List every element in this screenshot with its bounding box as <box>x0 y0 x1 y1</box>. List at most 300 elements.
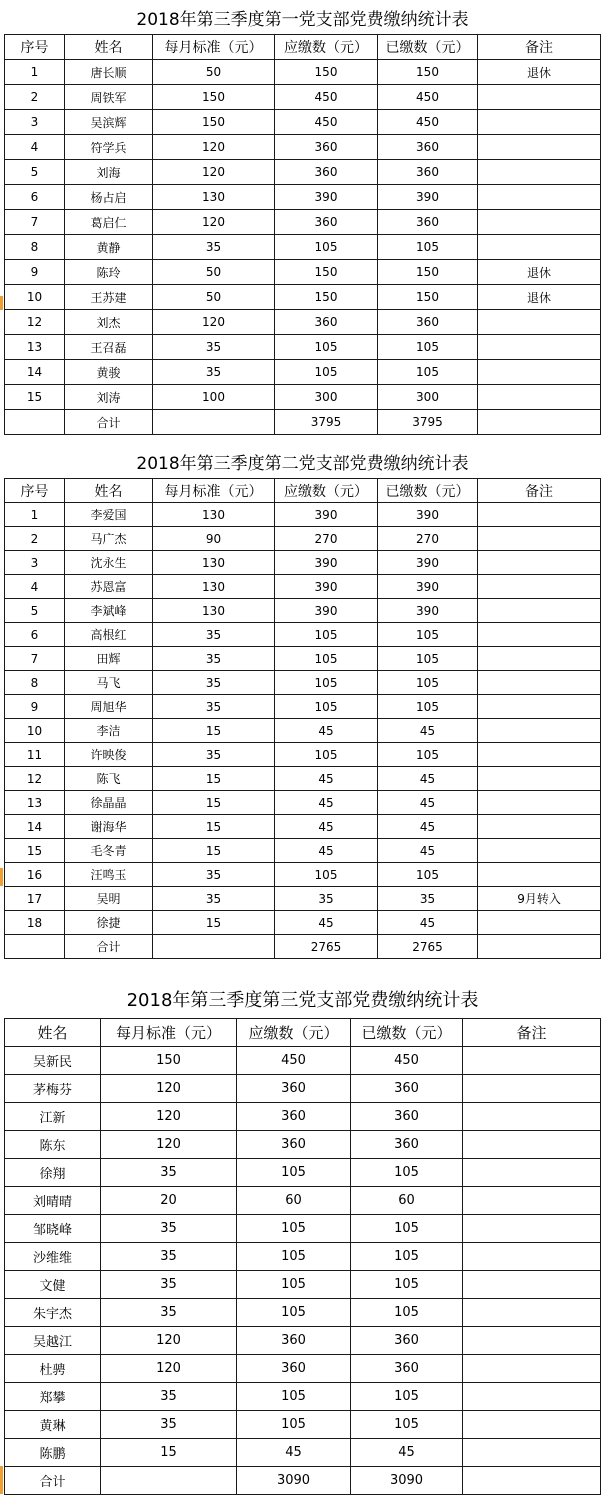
table-cell[interactable]: 1 <box>5 503 65 527</box>
table-cell[interactable]: 105 <box>378 695 478 719</box>
table-cell[interactable] <box>478 185 601 210</box>
table-cell[interactable]: 11 <box>5 743 65 767</box>
table-cell[interactable]: 50 <box>153 285 275 310</box>
table-cell[interactable]: 35 <box>153 360 275 385</box>
table-cell[interactable]: 2 <box>5 527 65 551</box>
table-cell[interactable]: 105 <box>378 743 478 767</box>
table-cell[interactable]: 朱宇杰 <box>5 1299 101 1327</box>
table-cell[interactable]: 15 <box>5 839 65 863</box>
table-cell[interactable] <box>101 1467 237 1495</box>
table-cell[interactable]: 35 <box>101 1411 237 1439</box>
table-cell[interactable]: 360 <box>378 160 478 185</box>
table-cell[interactable]: 60 <box>351 1187 463 1215</box>
table-cell[interactable]: 105 <box>275 235 378 260</box>
table-cell[interactable] <box>478 671 601 695</box>
table-cell[interactable]: 105 <box>378 335 478 360</box>
table-cell[interactable]: 刘涛 <box>65 385 153 410</box>
table-cell[interactable] <box>478 410 601 435</box>
table-cell[interactable]: 李爱国 <box>65 503 153 527</box>
table-cell[interactable] <box>478 839 601 863</box>
table-cell[interactable]: 360 <box>351 1355 463 1383</box>
table-cell[interactable]: 35 <box>153 743 275 767</box>
table-cell[interactable]: 符学兵 <box>65 135 153 160</box>
table-cell[interactable] <box>478 911 601 935</box>
table-cell[interactable]: 唐长顺 <box>65 60 153 85</box>
table-cell[interactable]: 105 <box>378 623 478 647</box>
table-cell[interactable]: 吴滨辉 <box>65 110 153 135</box>
table-cell[interactable]: 390 <box>275 575 378 599</box>
table-cell[interactable]: 60 <box>237 1187 351 1215</box>
table-cell[interactable]: 360 <box>275 210 378 235</box>
table-cell[interactable]: 120 <box>153 135 275 160</box>
table-cell[interactable]: 35 <box>153 623 275 647</box>
table-cell[interactable] <box>463 1327 601 1355</box>
table-cell[interactable]: 35 <box>153 695 275 719</box>
table-cell[interactable]: 35 <box>101 1243 237 1271</box>
table-row <box>5 599 601 623</box>
table-cell[interactable]: 105 <box>237 1215 351 1243</box>
table-cell[interactable]: 105 <box>378 235 478 260</box>
table-cell[interactable] <box>478 863 601 887</box>
table-cell[interactable] <box>478 767 601 791</box>
table-cell[interactable]: 105 <box>275 647 378 671</box>
table-cell[interactable]: 吴越江 <box>5 1327 101 1355</box>
table-cell[interactable]: 汪鸣玉 <box>65 863 153 887</box>
table-cell[interactable]: 李斌峰 <box>65 599 153 623</box>
table-row <box>5 839 601 863</box>
table-cell[interactable]: 2765 <box>378 935 478 959</box>
table-cell[interactable]: 35 <box>378 887 478 911</box>
column-header: 应缴数（元） <box>275 35 378 60</box>
table-cell[interactable] <box>478 599 601 623</box>
table-cell[interactable]: 12 <box>5 310 65 335</box>
table-cell[interactable] <box>478 210 601 235</box>
table-cell[interactable]: 105 <box>237 1383 351 1411</box>
table-cell[interactable]: 谢海华 <box>65 815 153 839</box>
table-cell[interactable]: 5 <box>5 160 65 185</box>
table-cell[interactable]: 130 <box>153 503 275 527</box>
table-cell[interactable]: 45 <box>237 1439 351 1467</box>
table-cell[interactable]: 王苏建 <box>65 285 153 310</box>
table-cell[interactable]: 许映俊 <box>65 743 153 767</box>
table-row <box>5 1383 601 1411</box>
table-cell[interactable]: 合计 <box>65 410 153 435</box>
table-cell[interactable]: 120 <box>101 1103 237 1131</box>
table-cell[interactable]: 徐翔 <box>5 1159 101 1187</box>
table-cell[interactable] <box>478 110 601 135</box>
table-cell[interactable] <box>463 1159 601 1187</box>
table-cell[interactable] <box>478 575 601 599</box>
table-cell[interactable]: 退休 <box>478 60 601 85</box>
table-cell[interactable]: 105 <box>275 863 378 887</box>
table-cell[interactable]: 360 <box>351 1327 463 1355</box>
table-cell[interactable]: 陈玲 <box>65 260 153 285</box>
table-cell[interactable]: 105 <box>351 1215 463 1243</box>
table-cell[interactable]: 文健 <box>5 1271 101 1299</box>
table-cell[interactable]: 8 <box>5 235 65 260</box>
table-cell[interactable]: 20 <box>101 1187 237 1215</box>
table-cell[interactable]: 15 <box>153 911 275 935</box>
table-cell[interactable]: 郑攀 <box>5 1383 101 1411</box>
table-cell[interactable]: 45 <box>378 839 478 863</box>
table-cell[interactable] <box>478 527 601 551</box>
table-cell[interactable]: 15 <box>153 719 275 743</box>
table-row <box>5 551 601 575</box>
table-cell[interactable]: 35 <box>153 335 275 360</box>
table-cell[interactable]: 300 <box>378 385 478 410</box>
table-cell[interactable]: 3 <box>5 110 65 135</box>
table-cell[interactable]: 360 <box>237 1103 351 1131</box>
table-cell[interactable]: 105 <box>351 1271 463 1299</box>
table-cell[interactable]: 毛冬青 <box>65 839 153 863</box>
table-cell[interactable]: 105 <box>275 671 378 695</box>
table-cell[interactable]: 150 <box>153 85 275 110</box>
table-cell[interactable]: 390 <box>378 185 478 210</box>
table-cell[interactable]: 周旭华 <box>65 695 153 719</box>
table-cell[interactable]: 120 <box>153 210 275 235</box>
table-cell[interactable]: 120 <box>101 1131 237 1159</box>
table-cell[interactable]: 杨占启 <box>65 185 153 210</box>
table-cell[interactable] <box>463 1131 601 1159</box>
table-row <box>5 210 601 235</box>
table-cell[interactable] <box>153 410 275 435</box>
table-cell[interactable] <box>463 1271 601 1299</box>
table-cell[interactable] <box>463 1411 601 1439</box>
table-cell[interactable]: 35 <box>153 647 275 671</box>
table-cell[interactable] <box>478 815 601 839</box>
table-cell[interactable] <box>478 135 601 160</box>
table-cell[interactable]: 45 <box>275 767 378 791</box>
table-cell[interactable]: 360 <box>237 1355 351 1383</box>
table-cell[interactable] <box>463 1215 601 1243</box>
table-cell[interactable]: 45 <box>275 815 378 839</box>
table-cell[interactable]: 35 <box>275 887 378 911</box>
table-cell[interactable]: 105 <box>275 360 378 385</box>
table-cell[interactable]: 35 <box>153 671 275 695</box>
table-cell[interactable]: 120 <box>101 1075 237 1103</box>
table-cell[interactable]: 120 <box>153 310 275 335</box>
table-cell[interactable]: 15 <box>153 791 275 815</box>
table-cell[interactable]: 35 <box>153 887 275 911</box>
table-cell[interactable]: 35 <box>101 1215 237 1243</box>
table-cell[interactable]: 130 <box>153 575 275 599</box>
table-cell[interactable]: 105 <box>275 623 378 647</box>
table-cell[interactable]: 35 <box>101 1271 237 1299</box>
table-cell[interactable] <box>478 235 601 260</box>
table-cell[interactable]: 吴明 <box>65 887 153 911</box>
table-cell[interactable]: 18 <box>5 911 65 935</box>
table-cell[interactable]: 15 <box>153 839 275 863</box>
table-cell[interactable]: 杜骋 <box>5 1355 101 1383</box>
table-cell[interactable]: 14 <box>5 815 65 839</box>
table-cell[interactable]: 3090 <box>237 1467 351 1495</box>
table-cell[interactable]: 6 <box>5 185 65 210</box>
table-cell[interactable]: 150 <box>378 60 478 85</box>
table-cell[interactable]: 105 <box>275 743 378 767</box>
table-cell[interactable] <box>478 791 601 815</box>
table-cell[interactable]: 360 <box>237 1131 351 1159</box>
table-cell[interactable]: 陈鹏 <box>5 1439 101 1467</box>
table-cell[interactable]: 马广杰 <box>65 527 153 551</box>
table-cell[interactable]: 王召磊 <box>65 335 153 360</box>
table-cell[interactable]: 徐晶晶 <box>65 791 153 815</box>
table-row <box>5 1047 601 1075</box>
table-cell[interactable]: 450 <box>378 85 478 110</box>
table-row <box>5 575 601 599</box>
table-cell[interactable]: 450 <box>378 110 478 135</box>
table-cell[interactable]: 105 <box>378 671 478 695</box>
table-cell[interactable]: 105 <box>351 1411 463 1439</box>
table-cell[interactable]: 105 <box>237 1299 351 1327</box>
table-cell[interactable]: 14 <box>5 360 65 385</box>
table-cell[interactable] <box>478 310 601 335</box>
table-cell[interactable]: 刘晴晴 <box>5 1187 101 1215</box>
table-cell[interactable]: 150 <box>378 260 478 285</box>
table-cell[interactable]: 退休 <box>478 260 601 285</box>
table-cell[interactable]: 150 <box>153 110 275 135</box>
table-cell[interactable]: 360 <box>351 1131 463 1159</box>
table-cell[interactable]: 105 <box>378 863 478 887</box>
table-cell[interactable] <box>463 1047 601 1075</box>
table-cell[interactable]: 茅梅芬 <box>5 1075 101 1103</box>
table-cell[interactable]: 黄琳 <box>5 1411 101 1439</box>
table-cell[interactable]: 7 <box>5 210 65 235</box>
table-cell[interactable]: 35 <box>101 1299 237 1327</box>
table-cell[interactable]: 270 <box>275 527 378 551</box>
table-cell[interactable]: 150 <box>275 60 378 85</box>
table-cell[interactable]: 周铁军 <box>65 85 153 110</box>
table-cell[interactable]: 陈东 <box>5 1131 101 1159</box>
table-cell[interactable]: 105 <box>237 1243 351 1271</box>
table-cell[interactable]: 360 <box>378 310 478 335</box>
table-cell[interactable]: 10 <box>5 719 65 743</box>
table-cell[interactable]: 9月转入 <box>478 887 601 911</box>
table-cell[interactable]: 35 <box>153 863 275 887</box>
table-cell[interactable]: 3 <box>5 551 65 575</box>
table-cell[interactable]: 3795 <box>275 410 378 435</box>
table-cell[interactable]: 105 <box>237 1411 351 1439</box>
table-cell[interactable]: 16 <box>5 863 65 887</box>
table-cell[interactable]: 105 <box>275 335 378 360</box>
table-cell[interactable]: 3795 <box>378 410 478 435</box>
table-cell[interactable]: 45 <box>378 767 478 791</box>
table-cell[interactable]: 4 <box>5 575 65 599</box>
header-row <box>5 35 601 60</box>
table-cell[interactable]: 105 <box>378 647 478 671</box>
table-cell[interactable]: 360 <box>378 135 478 160</box>
table-cell[interactable]: 360 <box>237 1075 351 1103</box>
table-cell[interactable] <box>463 1075 601 1103</box>
table-cell[interactable]: 45 <box>378 911 478 935</box>
table-cell[interactable]: 360 <box>351 1075 463 1103</box>
table-cell[interactable]: 100 <box>153 385 275 410</box>
table-cell[interactable]: 9 <box>5 260 65 285</box>
table-cell[interactable]: 陈飞 <box>65 767 153 791</box>
table-cell[interactable] <box>463 1187 601 1215</box>
table-cell[interactable]: 120 <box>101 1327 237 1355</box>
table-cell[interactable] <box>463 1439 601 1467</box>
table-cell[interactable]: 45 <box>378 791 478 815</box>
table-cell[interactable]: 90 <box>153 527 275 551</box>
table-cell[interactable] <box>478 695 601 719</box>
table-cell[interactable]: 吴新民 <box>5 1047 101 1075</box>
table-cell[interactable]: 150 <box>275 260 378 285</box>
table-cell[interactable] <box>478 385 601 410</box>
table-cell[interactable]: 450 <box>275 110 378 135</box>
table-cell[interactable]: 45 <box>275 791 378 815</box>
table-cell[interactable]: 360 <box>378 210 478 235</box>
table-cell[interactable]: 刘海 <box>65 160 153 185</box>
table-cell[interactable]: 105 <box>275 695 378 719</box>
table-row <box>5 185 601 210</box>
table-cell[interactable]: 15 <box>153 815 275 839</box>
table-cell[interactable]: 15 <box>153 767 275 791</box>
table-cell[interactable]: 35 <box>101 1383 237 1411</box>
table-cell[interactable]: 邹晓峰 <box>5 1215 101 1243</box>
table-cell[interactable]: 1 <box>5 60 65 85</box>
table-row <box>5 623 601 647</box>
table-cell[interactable]: 120 <box>153 160 275 185</box>
table-cell[interactable]: 390 <box>378 575 478 599</box>
table-cell[interactable]: 360 <box>351 1103 463 1131</box>
table-cell[interactable] <box>478 503 601 527</box>
table-cell[interactable]: 45 <box>351 1439 463 1467</box>
table-cell[interactable]: 3090 <box>351 1467 463 1495</box>
table-cell[interactable]: 苏恩富 <box>65 575 153 599</box>
table-title: 2018年第三季度第二党支部党费缴纳统计表 <box>5 444 601 479</box>
table-cell[interactable]: 105 <box>351 1299 463 1327</box>
table-cell[interactable]: 沙维维 <box>5 1243 101 1271</box>
table-cell[interactable]: 8 <box>5 671 65 695</box>
table-cell[interactable]: 390 <box>275 599 378 623</box>
column-header: 已缴数（元） <box>378 479 478 503</box>
table-cell[interactable]: 45 <box>275 719 378 743</box>
table-cell[interactable]: 7 <box>5 647 65 671</box>
table-cell[interactable]: 105 <box>237 1271 351 1299</box>
table-cell[interactable]: 12 <box>5 767 65 791</box>
table-cell[interactable]: 35 <box>153 235 275 260</box>
table-cell[interactable]: 2 <box>5 85 65 110</box>
table-cell[interactable]: 4 <box>5 135 65 160</box>
table-cell[interactable]: 合计 <box>5 1467 101 1495</box>
table-cell[interactable] <box>463 1299 601 1327</box>
table-cell[interactable]: 13 <box>5 335 65 360</box>
table-cell[interactable]: 105 <box>351 1383 463 1411</box>
table-cell[interactable] <box>478 743 601 767</box>
table-cell[interactable]: 360 <box>275 310 378 335</box>
table-cell[interactable]: 45 <box>275 839 378 863</box>
table-cell[interactable]: 270 <box>378 527 478 551</box>
table-row <box>5 863 601 887</box>
table-cell[interactable]: 450 <box>351 1047 463 1075</box>
table-cell[interactable]: 15 <box>101 1439 237 1467</box>
table-cell[interactable] <box>463 1355 601 1383</box>
table-cell[interactable] <box>478 85 601 110</box>
table-cell[interactable]: 450 <box>237 1047 351 1075</box>
table-cell[interactable]: 葛启仁 <box>65 210 153 235</box>
table-cell[interactable] <box>478 551 601 575</box>
table-cell[interactable] <box>463 1243 601 1271</box>
table-cell[interactable]: 马飞 <box>65 671 153 695</box>
table-cell[interactable] <box>478 623 601 647</box>
table-cell[interactable]: 360 <box>237 1327 351 1355</box>
table-cell[interactable]: 10 <box>5 285 65 310</box>
table-cell[interactable]: 35 <box>101 1159 237 1187</box>
table-cell[interactable]: 130 <box>153 599 275 623</box>
table-cell[interactable]: 130 <box>153 185 275 210</box>
table-cell[interactable]: 150 <box>378 285 478 310</box>
table-cell[interactable] <box>153 935 275 959</box>
table-cell[interactable]: 合计 <box>65 935 153 959</box>
table-cell[interactable] <box>478 160 601 185</box>
table-cell[interactable]: 6 <box>5 623 65 647</box>
table-cell[interactable]: 高根红 <box>65 623 153 647</box>
table-cell[interactable]: 300 <box>275 385 378 410</box>
table-cell[interactable] <box>478 647 601 671</box>
table-cell[interactable]: 105 <box>351 1243 463 1271</box>
table-cell[interactable]: 105 <box>378 360 478 385</box>
table-cell[interactable]: 退休 <box>478 285 601 310</box>
table-cell[interactable]: 130 <box>153 551 275 575</box>
table-cell[interactable]: 150 <box>101 1047 237 1075</box>
table-cell[interactable]: 390 <box>275 503 378 527</box>
table-cell[interactable]: 450 <box>275 85 378 110</box>
table-cell[interactable] <box>463 1467 601 1495</box>
table-cell[interactable] <box>478 360 601 385</box>
table-cell[interactable]: 390 <box>378 551 478 575</box>
table-cell[interactable] <box>463 1103 601 1131</box>
table-row <box>5 1355 601 1383</box>
table-cell[interactable]: 李洁 <box>65 719 153 743</box>
table-cell[interactable]: 105 <box>237 1159 351 1187</box>
table-cell[interactable]: 390 <box>378 503 478 527</box>
table-cell[interactable]: 2765 <box>275 935 378 959</box>
table-cell[interactable] <box>5 410 65 435</box>
table-cell[interactable]: 15 <box>5 385 65 410</box>
table-cell[interactable]: 刘杰 <box>65 310 153 335</box>
table-cell[interactable]: 390 <box>275 185 378 210</box>
table-cell[interactable] <box>5 935 65 959</box>
table-row <box>5 647 601 671</box>
table-cell[interactable]: 45 <box>378 815 478 839</box>
table-cell[interactable]: 江新 <box>5 1103 101 1131</box>
table-cell[interactable]: 50 <box>153 260 275 285</box>
table-cell[interactable]: 45 <box>378 719 478 743</box>
table-cell[interactable]: 沈永生 <box>65 551 153 575</box>
table-cell[interactable]: 120 <box>101 1355 237 1383</box>
table-cell[interactable]: 9 <box>5 695 65 719</box>
table-cell[interactable]: 5 <box>5 599 65 623</box>
table-cell[interactable]: 390 <box>275 551 378 575</box>
table-cell[interactable] <box>478 719 601 743</box>
table-cell[interactable] <box>478 935 601 959</box>
table-cell[interactable]: 45 <box>275 911 378 935</box>
table-cell[interactable] <box>478 335 601 360</box>
table-cell[interactable]: 105 <box>351 1159 463 1187</box>
table-cell[interactable]: 360 <box>275 160 378 185</box>
table-cell[interactable] <box>463 1383 601 1411</box>
table-cell[interactable]: 150 <box>275 285 378 310</box>
table-cell[interactable]: 黄骏 <box>65 360 153 385</box>
table-cell[interactable]: 13 <box>5 791 65 815</box>
table-cell[interactable]: 徐捷 <box>65 911 153 935</box>
table-cell[interactable]: 50 <box>153 60 275 85</box>
table-cell[interactable]: 360 <box>275 135 378 160</box>
table-cell[interactable]: 黄静 <box>65 235 153 260</box>
table-cell[interactable]: 390 <box>378 599 478 623</box>
table-cell[interactable]: 田辉 <box>65 647 153 671</box>
table-cell[interactable]: 17 <box>5 887 65 911</box>
